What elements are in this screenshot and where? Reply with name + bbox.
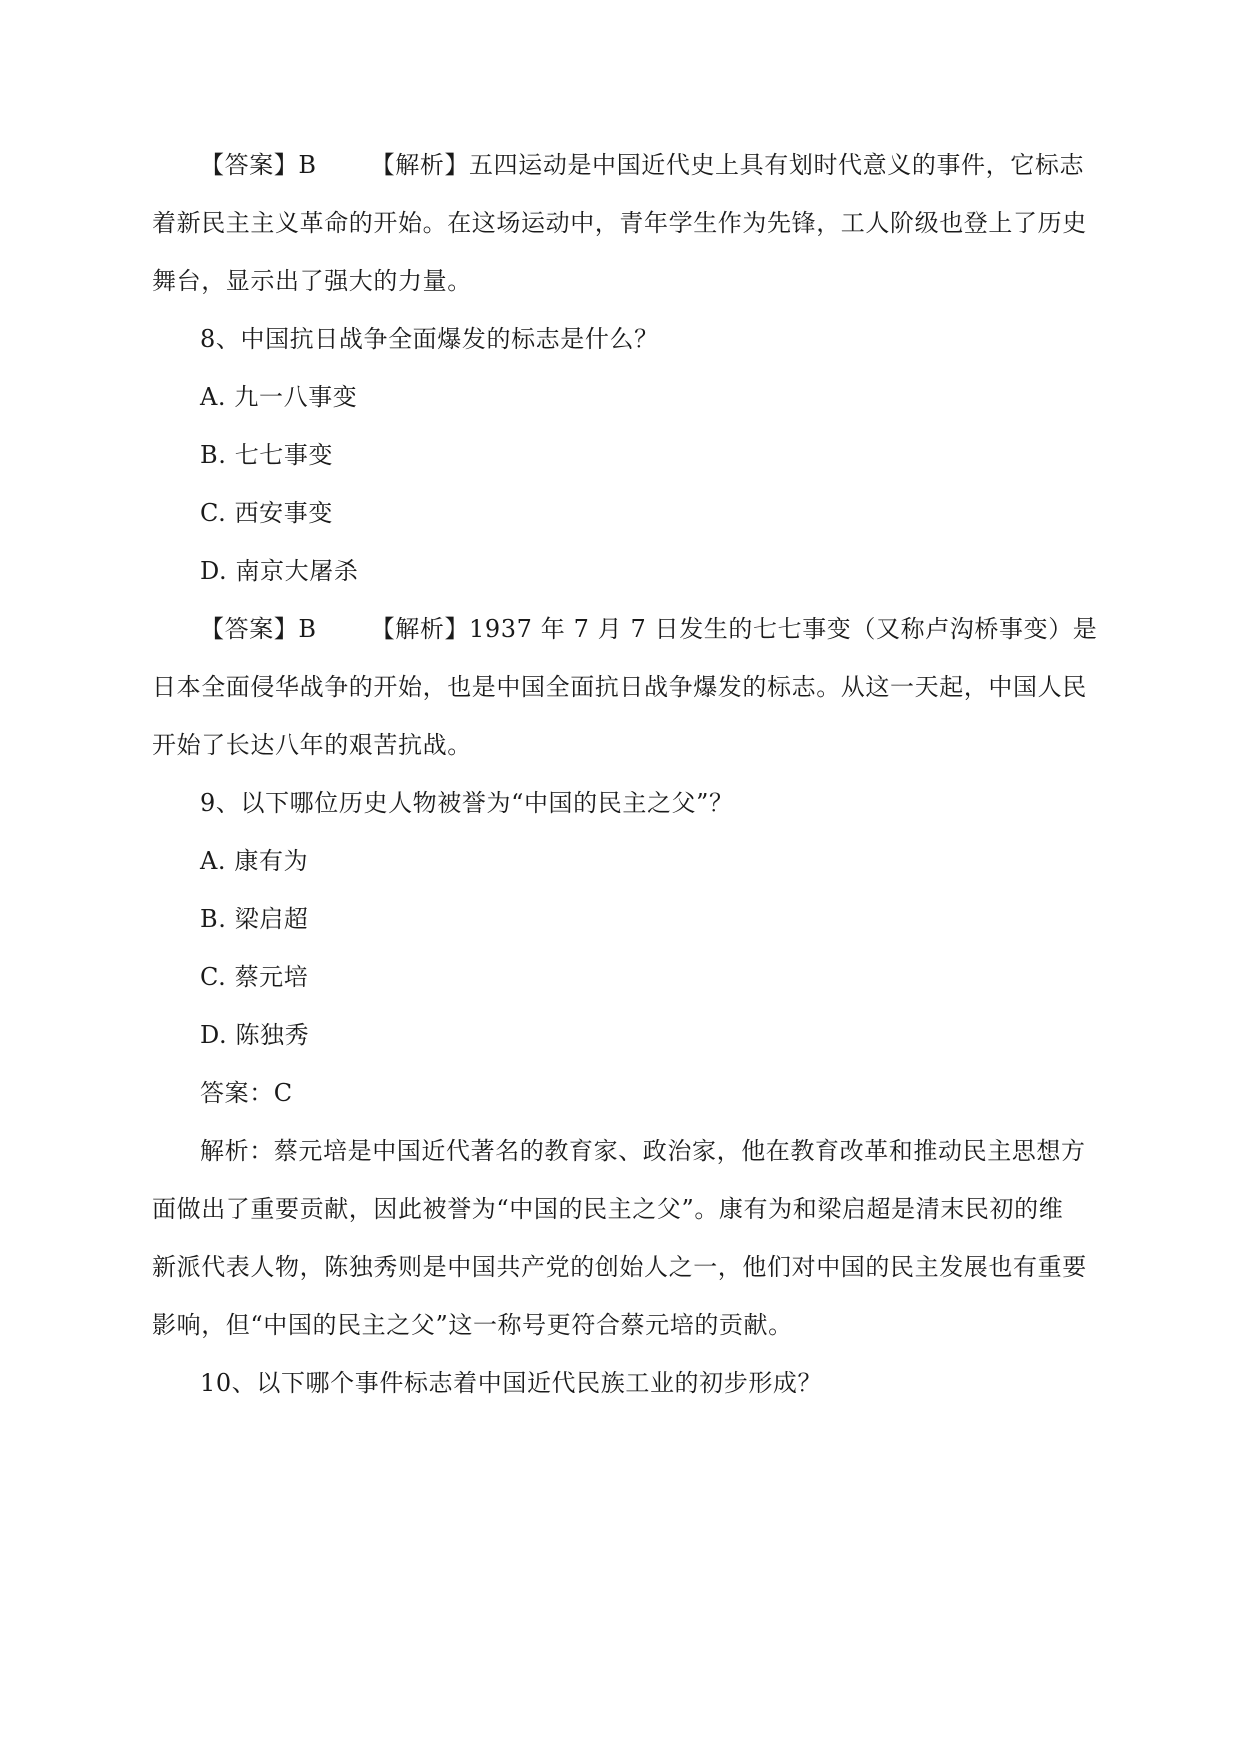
q7-analysis-line-3: 舞台，显示出了强大的力量。: [152, 267, 472, 295]
q8-option-b: B. 七七事变: [200, 441, 334, 469]
q7-analysis-line-2: 着新民主主义革命的开始。在这场运动中，青年学生作为先锋，工人阶级也登上了历史: [152, 209, 1087, 237]
q10-question: 10、以下哪个事件标志着中国近代民族工业的初步形成？: [200, 1369, 823, 1397]
q9-option-b: B. 梁启超: [200, 905, 309, 933]
q8-answer-label: 【答案】B: [200, 615, 317, 643]
q9-option-a: A. 康有为: [200, 847, 309, 875]
q8-analysis-line-1: 【解析】1937 年 7 月 7 日发生的七七事变（又称卢沟桥事变）是: [370, 615, 1098, 643]
q8-analysis-line-2: 日本全面侵华战争的开始，也是中国全面抗日战争爆发的标志。从这一天起，中国人民: [152, 673, 1087, 701]
q8-question: 8、中国抗日战争全面爆发的标志是什么？: [200, 325, 659, 353]
q9-analysis-line-1: 解析：蔡元培是中国近代著名的教育家、政治家，他在教育改革和推动民主思想方: [200, 1137, 1086, 1165]
q8-option-d: D. 南京大屠杀: [200, 557, 359, 585]
q9-analysis-line-2: 面做出了重要贡献，因此被誉为“中国的民主之父”。康有为和梁启超是清末民初的维: [152, 1195, 1064, 1223]
q8-option-a: A. 九一八事变: [200, 383, 358, 411]
q9-analysis-line-4: 影响，但“中国的民主之父”这一称号更符合蔡元培的贡献。: [152, 1311, 793, 1339]
q7-analysis-line-1: 【解析】五四运动是中国近代史上具有划时代意义的事件，它标志: [370, 151, 1085, 179]
q8-analysis-line-3: 开始了长达八年的艰苦抗战。: [152, 731, 472, 759]
q8-option-c: C. 西安事变: [200, 499, 333, 527]
q9-answer: 答案：C: [200, 1079, 293, 1107]
q8-answer-line: [200, 612, 1140, 646]
q9-option-d: D. 陈独秀: [200, 1021, 310, 1049]
q9-question: 9、以下哪位历史人物被誉为“中国的民主之父”？: [200, 789, 734, 817]
q7-answer-label: 【答案】B: [200, 151, 317, 179]
q7-answer-line: [200, 148, 1140, 182]
q9-option-c: C. 蔡元培: [200, 963, 309, 991]
q9-analysis-line-3: 新派代表人物，陈独秀则是中国共产党的创始人之一，他们对中国的民主发展也有重要: [152, 1253, 1087, 1281]
